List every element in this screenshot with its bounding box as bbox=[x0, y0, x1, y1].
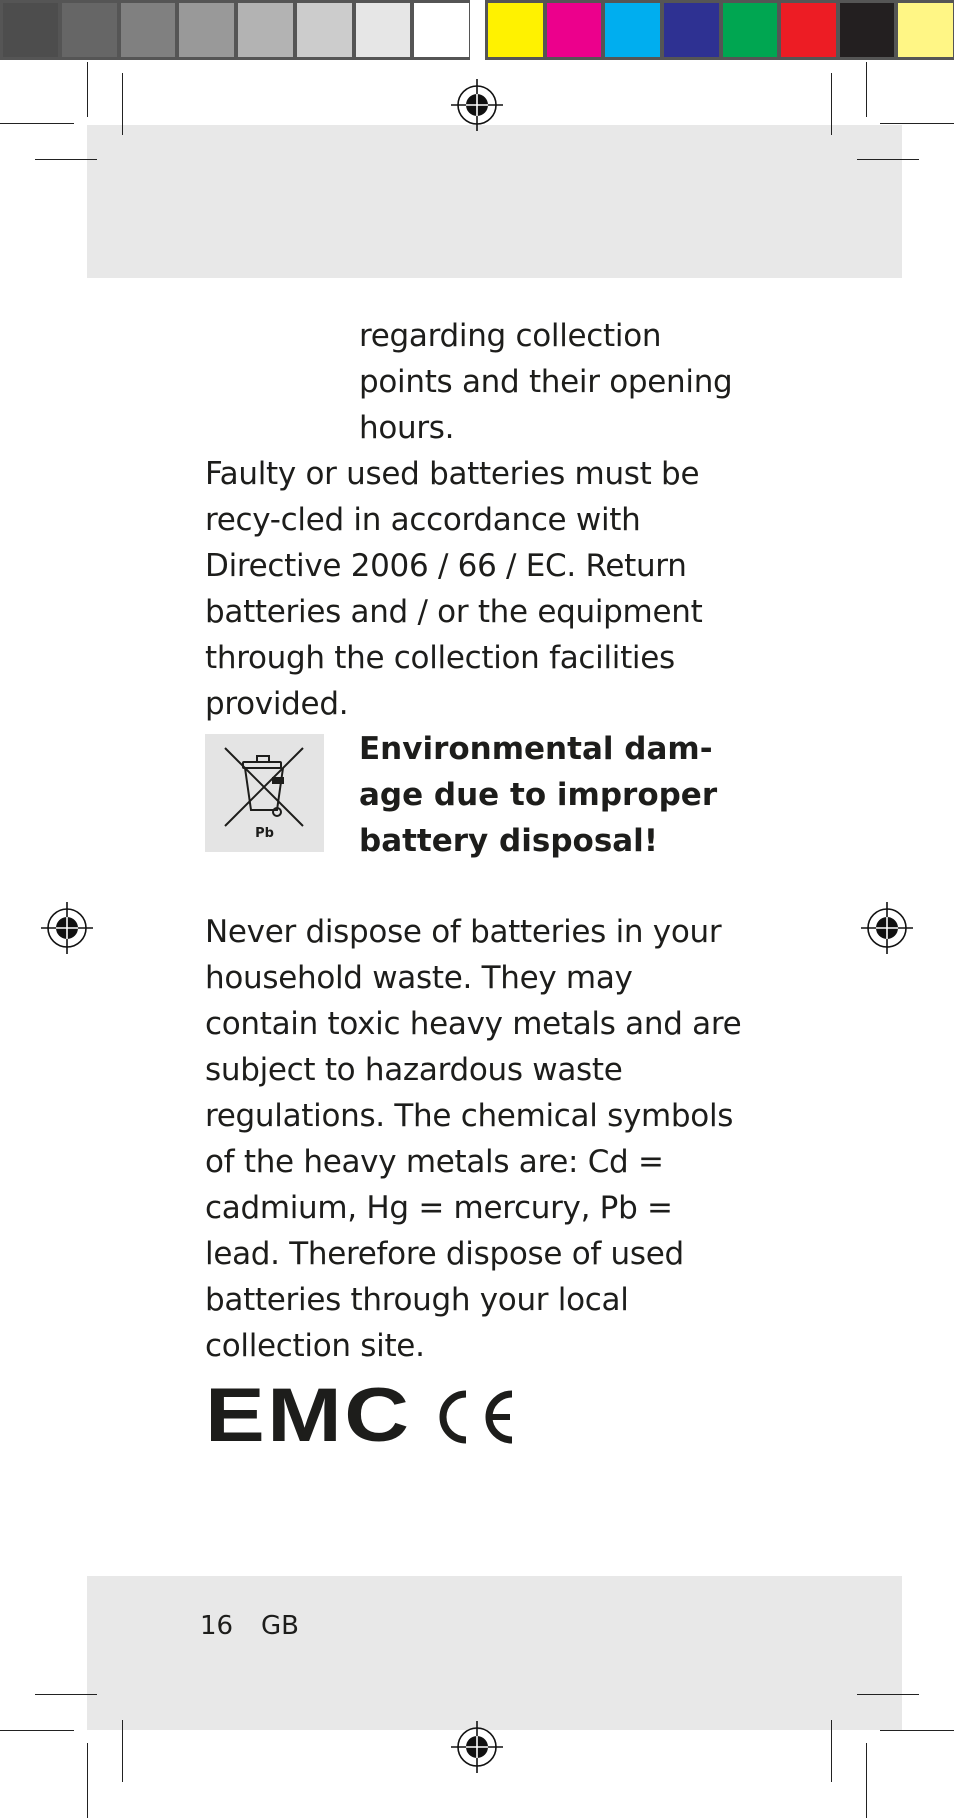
crop-mark bbox=[880, 1730, 954, 1731]
crop-mark bbox=[866, 62, 867, 117]
crossed-out-wheeled-bin-icon bbox=[205, 734, 324, 852]
color-swatch bbox=[664, 3, 719, 57]
registration-mark-icon bbox=[861, 902, 913, 954]
color-swatch bbox=[488, 3, 543, 57]
crop-mark bbox=[857, 159, 919, 160]
crop-mark bbox=[35, 159, 97, 160]
color-swatch bbox=[898, 3, 953, 57]
crop-mark bbox=[831, 73, 832, 135]
color-swatch bbox=[605, 3, 660, 57]
crop-mark bbox=[87, 1743, 88, 1818]
registration-mark-icon bbox=[451, 79, 503, 131]
crop-mark bbox=[122, 73, 123, 135]
crop-mark bbox=[0, 1730, 74, 1731]
crop-mark bbox=[122, 1720, 123, 1782]
crop-mark bbox=[857, 1694, 919, 1695]
header-band bbox=[87, 125, 902, 278]
continuation-text: regarding collection points and their opening hours. bbox=[359, 318, 733, 446]
gray-swatch bbox=[62, 3, 117, 57]
emc-label: EMC bbox=[205, 1373, 412, 1458]
color-swatch bbox=[723, 3, 778, 57]
gray-swatch bbox=[179, 3, 234, 57]
gray-swatch bbox=[3, 3, 58, 57]
gray-swatch bbox=[356, 3, 411, 57]
language-code: GB bbox=[261, 1611, 299, 1641]
registration-mark-icon bbox=[451, 1721, 503, 1773]
weee-icon-label: Pb bbox=[255, 826, 274, 841]
crop-mark bbox=[0, 123, 74, 124]
gray-swatch bbox=[238, 3, 293, 57]
gray-swatch bbox=[121, 3, 176, 57]
page-number: 16 bbox=[200, 1611, 234, 1641]
gray-swatch bbox=[414, 3, 469, 57]
warning-title: Environmental dam-age due to improper battery disposal! bbox=[359, 731, 718, 859]
color-swatch bbox=[547, 3, 602, 57]
registration-mark-icon bbox=[41, 902, 93, 954]
crop-mark bbox=[831, 1720, 832, 1782]
gray-swatch bbox=[297, 3, 352, 57]
crop-mark bbox=[866, 1743, 867, 1818]
crop-mark bbox=[880, 123, 954, 124]
color-swatch bbox=[840, 3, 895, 57]
crop-mark bbox=[87, 62, 88, 117]
batteries-paragraph: Faulty or used batteries must be recy-cled in accordance with Directive 2006 / 66 / EC. Return batteries and / or the equipment through the collection facilities provided. bbox=[205, 456, 703, 722]
crop-mark bbox=[35, 1694, 97, 1695]
footer-band bbox=[87, 1576, 902, 1730]
color-swatch bbox=[781, 3, 836, 57]
ce-mark-icon bbox=[432, 1386, 518, 1448]
disposal-paragraph: Never dispose of batteries in your household waste. They may contain toxic heavy metals and are subject to hazardous waste regulations. The chemical symbols of the heavy metals are: Cd = cadmium, Hg = mercury, Pb = lead. Therefore dispose of used batteries through your local collection site. bbox=[205, 914, 742, 1364]
